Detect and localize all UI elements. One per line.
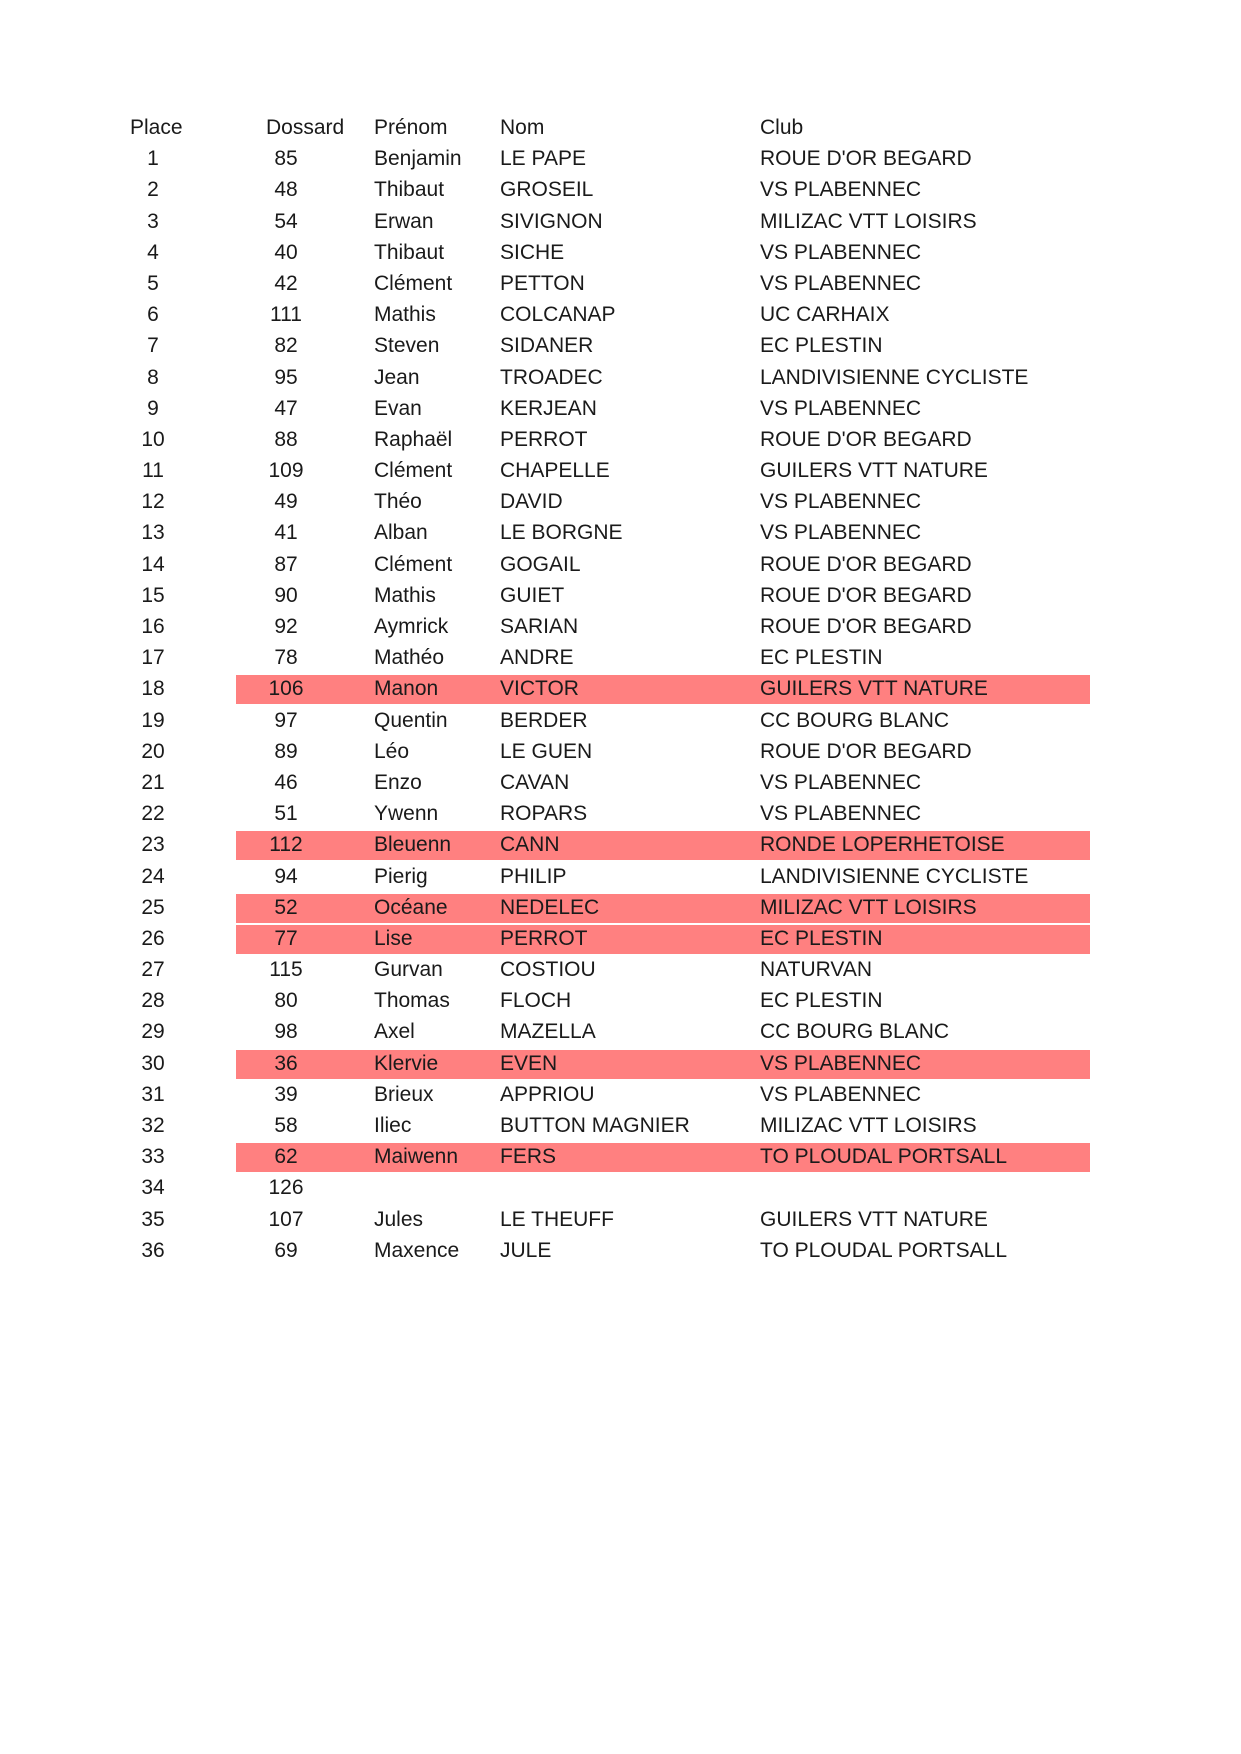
cell-dossard: 107 (268, 1207, 304, 1231)
cell-nom: FERS (500, 1145, 557, 1169)
cell-nom: SIDANER (500, 334, 594, 358)
cell-place: 11 (142, 459, 164, 483)
cell-place: 13 (141, 521, 165, 545)
header-nom: Nom (500, 116, 545, 139)
cell-prenom: Maxence (374, 1238, 460, 1262)
table-row (130, 736, 1090, 767)
cell-club: ROUE D'OR BEGARD (760, 552, 972, 576)
cell-club: TO PLOUDAL PORTSALL (760, 1238, 1008, 1262)
cell-prenom: Quentin (374, 708, 448, 732)
row-background (236, 270, 1090, 299)
cell-place: 20 (141, 739, 165, 763)
cell-nom: DAVID (500, 490, 563, 514)
cell-nom: PETTON (500, 271, 585, 295)
cell-club: VS PLABENNEC (760, 490, 922, 514)
cell-dossard: 97 (274, 708, 298, 732)
cell-nom: JULE (500, 1238, 552, 1262)
cell-prenom: Clément (374, 552, 453, 576)
cell-dossard: 85 (274, 147, 298, 171)
cell-place: 29 (141, 1020, 165, 1044)
cell-dossard: 78 (274, 646, 298, 670)
row-background (236, 1081, 1090, 1110)
row-highlight (236, 925, 1090, 954)
cell-dossard: 82 (274, 334, 298, 358)
table-row (130, 954, 1090, 985)
cell-nom: CHAPELLE (500, 459, 610, 483)
cell-place: 31 (141, 1082, 165, 1106)
cell-club: EC PLESTIN (760, 926, 883, 950)
cell-place: 2 (147, 178, 159, 202)
cell-place: 32 (141, 1114, 165, 1137)
table-body (130, 143, 1090, 1266)
cell-prenom: Iliec (374, 1114, 412, 1137)
cell-dossard: 88 (274, 427, 298, 451)
cell-nom: SICHE (500, 240, 565, 264)
cell-club: ROUE D'OR BEGARD (760, 583, 972, 607)
cell-club: RONDE LOPERHETOISE (760, 833, 1005, 857)
cell-club: MILIZAC VTT LOISIRS (760, 1114, 977, 1137)
cell-dossard: 98 (274, 1020, 298, 1044)
cell-place: 17 (141, 646, 165, 670)
table-row (130, 1079, 1090, 1110)
cell-dossard: 90 (274, 583, 298, 607)
results-table (130, 112, 1090, 1266)
cell-prenom: Mathis (374, 303, 436, 327)
cell-club: EC PLESTIN (760, 989, 883, 1013)
table-row (130, 767, 1090, 798)
cell-place: 7 (147, 334, 159, 358)
cell-club: VS PLABENNEC (760, 1051, 922, 1075)
cell-dossard: 111 (270, 303, 302, 327)
row-background (236, 519, 1090, 548)
row-background (236, 239, 1090, 268)
table-row (130, 455, 1090, 486)
table-row (130, 892, 1090, 923)
cell-prenom: Ywenn (374, 802, 439, 826)
cell-prenom: Océane (374, 895, 448, 919)
cell-club: CC BOURG BLANC (760, 1020, 950, 1044)
cell-dossard: 87 (274, 552, 298, 576)
table-row (130, 1172, 1090, 1203)
cell-dossard: 42 (274, 271, 298, 295)
table-row (130, 1141, 1090, 1172)
cell-club: GUILERS VTT NATURE (760, 1207, 988, 1231)
cell-place: 4 (147, 240, 159, 264)
cell-prenom: Maiwenn (374, 1145, 459, 1169)
cell-nom: COLCANAP (500, 303, 616, 327)
cell-dossard: 52 (274, 895, 298, 919)
table-header-row (130, 112, 1090, 143)
cell-place: 15 (141, 583, 165, 607)
cell-club: ROUE D'OR BEGARD (760, 739, 972, 763)
cell-dossard: 115 (269, 958, 303, 982)
cell-club: GUILERS VTT NATURE (760, 677, 988, 701)
cell-place: 8 (147, 365, 159, 389)
cell-nom: BERDER (500, 708, 588, 732)
cell-place: 12 (141, 490, 165, 514)
cell-place: 23 (141, 833, 165, 857)
cell-prenom: Benjamin (374, 147, 462, 171)
cell-nom: ROPARS (500, 802, 588, 826)
table-row (130, 673, 1090, 704)
cell-dossard: 51 (274, 802, 298, 826)
cell-dossard: 89 (274, 739, 298, 763)
cell-prenom: Enzo (374, 770, 422, 794)
cell-club: ROUE D'OR BEGARD (760, 615, 972, 638)
cell-place: 34 (141, 1176, 165, 1200)
cell-dossard: 58 (274, 1114, 298, 1137)
cell-club: VS PLABENNEC (760, 396, 922, 420)
cell-place: 9 (147, 396, 159, 420)
table-row (130, 393, 1090, 424)
cell-place: 10 (141, 427, 165, 451)
cell-place: 16 (141, 615, 165, 638)
cell-dossard: 49 (274, 490, 298, 514)
cell-nom: COSTIOU (500, 958, 596, 982)
cell-club: VS PLABENNEC (760, 240, 922, 264)
cell-prenom: Steven (374, 334, 440, 358)
cell-prenom: Thibaut (374, 178, 445, 202)
cell-dossard: 46 (274, 770, 298, 794)
cell-club: LANDIVISIENNE CYCLISTE (760, 864, 1029, 888)
row-background (236, 301, 1090, 330)
cell-club: VS PLABENNEC (760, 521, 922, 545)
table-row (130, 1048, 1090, 1079)
cell-place: 30 (141, 1051, 165, 1075)
cell-club: VS PLABENNEC (760, 178, 922, 202)
cell-prenom: Théo (374, 490, 422, 514)
table-row (130, 580, 1090, 611)
cell-club: MILIZAC VTT LOISIRS (760, 895, 977, 919)
table-row (130, 1204, 1090, 1235)
row-highlight (236, 1050, 1090, 1079)
cell-place: 33 (141, 1145, 165, 1169)
table-row (130, 362, 1090, 393)
cell-club: VS PLABENNEC (760, 802, 922, 826)
table-row (130, 1235, 1090, 1266)
cell-place: 36 (141, 1238, 165, 1262)
cell-prenom: Gurvan (374, 958, 443, 982)
table-row (130, 206, 1090, 237)
cell-place: 3 (147, 209, 159, 233)
cell-prenom: Mathéo (374, 646, 445, 670)
cell-club: VS PLABENNEC (760, 1082, 922, 1106)
table-row (130, 486, 1090, 517)
cell-nom: GOGAIL (500, 552, 581, 576)
cell-dossard: 48 (274, 178, 298, 202)
cell-place: 28 (141, 989, 165, 1013)
row-background (236, 1174, 1090, 1203)
table-row (130, 424, 1090, 455)
cell-nom: CANN (500, 833, 560, 857)
cell-nom: BUTTON MAGNIER (500, 1114, 690, 1137)
cell-place: 35 (141, 1207, 165, 1231)
cell-prenom: Aymrick (374, 615, 449, 638)
row-background (236, 956, 1090, 985)
cell-place: 26 (141, 926, 165, 950)
row-background (236, 644, 1090, 673)
cell-dossard: 106 (268, 677, 304, 701)
table-row (130, 985, 1090, 1016)
cell-nom: LE BORGNE (500, 521, 623, 545)
row-background (236, 176, 1090, 205)
cell-nom: CAVAN (500, 770, 570, 794)
cell-nom: PERROT (500, 427, 588, 451)
cell-place: 18 (141, 677, 165, 701)
header-dossard: Dossard (266, 116, 345, 139)
table-row (130, 330, 1090, 361)
table-row (130, 237, 1090, 268)
cell-prenom: Axel (374, 1020, 415, 1044)
cell-dossard: 95 (274, 365, 298, 389)
cell-club: EC PLESTIN (760, 334, 883, 358)
cell-nom: LE THEUFF (500, 1207, 614, 1231)
cell-nom: PHILIP (500, 864, 567, 888)
cell-club: ROUE D'OR BEGARD (760, 147, 972, 171)
cell-prenom: Thibaut (374, 240, 445, 264)
cell-nom: SARIAN (500, 615, 579, 638)
row-background (236, 395, 1090, 424)
row-background (236, 769, 1090, 798)
cell-place: 1 (147, 147, 159, 171)
cell-club: UC CARHAIX (760, 303, 890, 327)
cell-place: 6 (147, 303, 159, 327)
table-row (130, 517, 1090, 548)
cell-prenom: Clément (374, 459, 453, 483)
cell-club: ROUE D'OR BEGARD (760, 427, 972, 451)
table-row (130, 549, 1090, 580)
cell-dossard: 40 (274, 240, 298, 264)
table-row (130, 923, 1090, 954)
cell-dossard: 69 (274, 1238, 298, 1262)
cell-club: LANDIVISIENNE CYCLISTE (760, 365, 1029, 389)
cell-club: NATURVAN (760, 958, 873, 982)
table-row (130, 299, 1090, 330)
cell-nom: VICTOR (500, 677, 579, 701)
cell-nom: LE PAPE (500, 147, 586, 171)
cell-place: 25 (141, 895, 165, 919)
cell-dossard: 39 (274, 1082, 298, 1106)
cell-prenom: Alban (374, 521, 428, 545)
cell-dossard: 109 (268, 459, 304, 483)
cell-club: MILIZAC VTT LOISIRS (760, 209, 977, 233)
cell-nom: GROSEIL (500, 178, 594, 202)
cell-dossard: 47 (274, 396, 298, 420)
cell-nom: TROADEC (500, 365, 603, 389)
table-row (130, 143, 1090, 174)
cell-nom: KERJEAN (500, 396, 597, 420)
cell-prenom: Jules (374, 1207, 424, 1231)
header-prenom: Prénom (374, 116, 448, 139)
cell-dossard: 36 (274, 1051, 298, 1075)
cell-club: CC BOURG BLANC (760, 708, 950, 732)
cell-club: VS PLABENNEC (760, 770, 922, 794)
cell-dossard: 41 (274, 521, 298, 545)
row-background (236, 707, 1090, 736)
cell-club: TO PLOUDAL PORTSALL (760, 1145, 1008, 1169)
table-row (130, 829, 1090, 860)
cell-nom: APPRIOU (500, 1082, 595, 1106)
cell-prenom: Erwan (374, 209, 434, 233)
table-row (130, 861, 1090, 892)
cell-prenom: Evan (374, 396, 422, 420)
cell-dossard: 92 (274, 615, 298, 638)
row-background (236, 800, 1090, 829)
cell-place: 5 (147, 271, 159, 295)
cell-dossard: 62 (274, 1145, 298, 1169)
cell-club: EC PLESTIN (760, 646, 883, 670)
cell-nom: FLOCH (500, 989, 572, 1013)
cell-club: VS PLABENNEC (760, 271, 922, 295)
cell-nom: ANDRE (500, 646, 574, 670)
cell-dossard: 77 (274, 926, 298, 950)
table-row (130, 174, 1090, 205)
cell-nom: SIVIGNON (500, 209, 603, 233)
cell-prenom: Pierig (374, 864, 428, 888)
cell-prenom: Léo (374, 739, 410, 763)
cell-dossard: 112 (269, 833, 303, 857)
table-row (130, 642, 1090, 673)
cell-nom: LE GUEN (500, 739, 593, 763)
cell-prenom: Raphaël (374, 427, 453, 451)
row-background (236, 1018, 1090, 1047)
header-club: Club (760, 116, 804, 139)
cell-place: 14 (141, 552, 165, 576)
row-background (236, 987, 1090, 1016)
header-place: Place (130, 116, 183, 139)
cell-prenom: Lise (374, 926, 413, 950)
table-row (130, 268, 1090, 299)
cell-dossard: 94 (274, 864, 298, 888)
row-background (236, 488, 1090, 517)
cell-nom: MAZELLA (500, 1020, 596, 1044)
cell-prenom: Manon (374, 677, 439, 701)
cell-dossard: 80 (274, 989, 298, 1013)
table-row (130, 611, 1090, 642)
table-row (130, 705, 1090, 736)
cell-place: 22 (141, 802, 165, 826)
cell-prenom: Mathis (374, 583, 436, 607)
cell-prenom: Klervie (374, 1051, 439, 1075)
cell-prenom: Clément (374, 271, 453, 295)
cell-place: 21 (141, 770, 165, 794)
cell-nom: EVEN (500, 1051, 558, 1075)
cell-prenom: Brieux (374, 1082, 434, 1106)
cell-prenom: Jean (374, 365, 420, 389)
cell-club: GUILERS VTT NATURE (760, 459, 988, 483)
cell-dossard: 54 (274, 209, 298, 233)
table-row (130, 1016, 1090, 1047)
cell-prenom: Bleuenn (374, 833, 452, 857)
cell-nom: NEDELEC (500, 895, 600, 919)
cell-nom: GUIET (500, 583, 565, 607)
table-row (130, 1110, 1090, 1141)
cell-dossard: 126 (268, 1176, 304, 1200)
table-row (130, 798, 1090, 829)
cell-place: 27 (141, 958, 165, 982)
row-background (236, 332, 1090, 361)
cell-nom: PERROT (500, 926, 588, 950)
cell-place: 19 (141, 708, 165, 732)
cell-prenom: Thomas (374, 989, 450, 1013)
cell-place: 24 (141, 864, 165, 888)
